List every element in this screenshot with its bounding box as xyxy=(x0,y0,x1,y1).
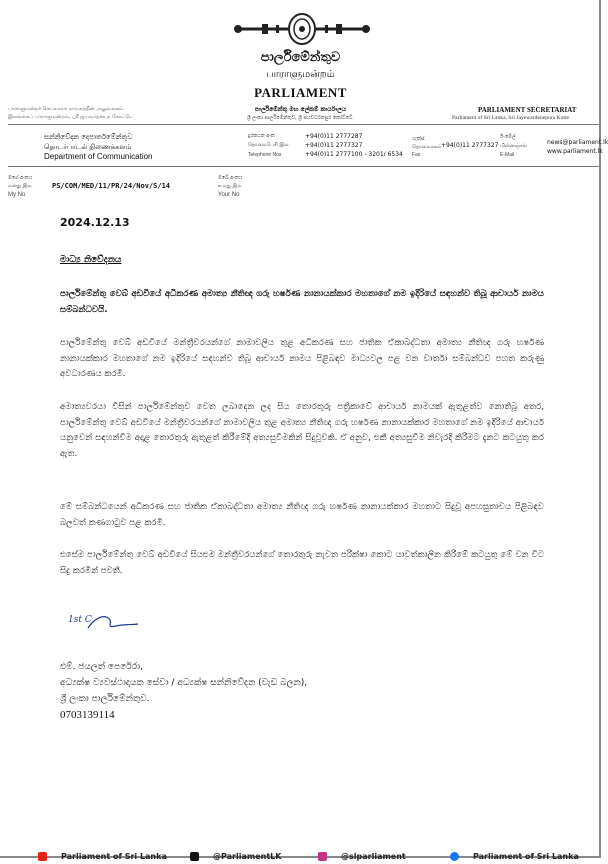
phone-3: +94(0)11 2777100 - 3201/ 6534 xyxy=(305,151,403,158)
left-office-line2: இலங்கைப் பாராளுமன்றம், ஸ்ரீ ஜயவர்தனபுர கோட்டே xyxy=(8,114,133,120)
my-no-label-ta: எனது இல xyxy=(8,183,32,189)
fax-number: +94(0)11 2777327 xyxy=(441,142,499,149)
email-label-en: E-Mail xyxy=(500,152,515,158)
center-office-line1: පාර්ලිමේන්තු මහ ලේකම් කාර්යාලය xyxy=(254,106,347,113)
facebook-icon xyxy=(450,852,459,861)
youtube-icon xyxy=(38,852,47,861)
fax-label-si: ෆැක්ස් xyxy=(412,136,425,142)
body-paragraph-4: මේ සම්බන්ධයෙන් අධිකරණ සහ ජාතික ඒකාබද්ධතා අමාත්‍ය නීතිඥ ගරු හර්ෂණ නානායක්කාර මහතාට සිදුවූ අපහසුතාවය පිළිබඳව බලවත් කණගාටුව පළ කරමි. xyxy=(60,502,544,528)
email-address[interactable]: news@parliament.lk xyxy=(547,139,608,146)
instagram-label: @slparliament xyxy=(341,852,406,861)
phone-1: +94(0)11 2777287 xyxy=(305,133,363,140)
fax-label-en: Fax xyxy=(412,152,421,158)
department-sinhala: සන්නිවේදන දෙපාර්තමේන්තුව xyxy=(44,133,133,141)
body-paragraph-5: එසේම පාර්ලිමේන්තු වෙබ් අඩවියේ සියළුම මන්ත්‍රීවරයන්ගේ තොරතුරු නැවත පරීක්ෂා කොට යාවත්කාලීන කිරීමේ කටයුතු මේ වන විට සිදු කරමින් පවතී. xyxy=(60,550,544,576)
facebook-label: Parliament of Sri Lanka xyxy=(473,852,579,861)
title-english: PARLIAMENT xyxy=(254,85,347,100)
telephone-label-ta: தொலைபேசி இல. xyxy=(248,142,291,148)
footer-instagram[interactable] xyxy=(318,852,406,861)
title-tamil: பாராளுமன்றம் xyxy=(266,69,335,80)
email-label-si: ඊ-මේල් xyxy=(500,134,516,140)
body-paragraph-3: අමාත්‍යවරයා විසින් පාර්ලිමේන්තුව වෙත ලබාදෙන ලද සිය තොරතුරු පත්‍රිකාවේ ආචාර්ය නාමයක් ඇතුළත්ව නොතිබූ අතර, පාර්ලිමේන්තු වෙබ් අඩවියේ මන්ත්‍රීවරයන්ගේ නාමාවලිය තුළ අමාත්‍ය නීතිඥ ගරු හර්ෂණ නානායක්කාර මහතාගේ නම ඉදිරියේ ආචාර්ය යනුවෙන් සඳහන්වීම අදාළ තොරතුරු ඇතුළත් කිරීමේදී අත්‍යසුවීමකින් සිදුවූවකි. ඒ අනුව, එකී අත්‍යසුවීම නිවැරදි කිරීමට දැනට කටයුතු කර ඇත. xyxy=(60,402,544,459)
letter-subject: මාධ්‍ය නිවේදනය xyxy=(60,255,122,265)
footer-x[interactable] xyxy=(190,852,281,861)
footer-youtube[interactable] xyxy=(38,852,167,861)
my-reference-number: PS/COM/MED/11/PR/24/Nov/S/14 xyxy=(52,182,171,190)
department-english: Department of Communication xyxy=(44,152,153,161)
telephone-label-en: Telephone Nos xyxy=(248,152,282,158)
my-no-label-en: My No xyxy=(8,192,26,198)
department-tamil: தொடர்பாடல் திணைக்களம் xyxy=(44,143,132,151)
title-sinhala: පාර්ලිමේන්තුව xyxy=(260,50,341,65)
signatory-phone: 0703139114 xyxy=(60,709,115,721)
signatory-name: එම්. ජයලත් පෙරේරා, xyxy=(60,662,143,672)
department-divider xyxy=(8,166,599,167)
svg-text:1st C: 1st C xyxy=(68,615,92,625)
center-office-line2: ශ්‍රී ලංකා පාර්ලිමේන්තුව, ශ්‍රී ජයවර්ධනපුර කෝට්ටේ. xyxy=(246,115,355,121)
your-no-label-ta: உமது இல xyxy=(218,183,242,189)
instagram-icon xyxy=(318,852,327,861)
website-address[interactable]: www.parliament.lk xyxy=(547,148,603,155)
left-office-line1: பாராளுமன்றச் செயலாளர் நாயகத்தின் அலுவலகம் xyxy=(8,106,123,112)
youtube-label: Parliament of Sri Lanka xyxy=(61,852,167,861)
body-paragraph-2: පාර්ලිමේන්තු වෙබ් අඩවියේ මන්ත්‍රීවරයන්ගේ නාමාවලිය තුළ අධිකරණ සහ ජාතික ඒකාබද්ධතා අමාත්‍ය නීතිඥ ගරු හර්ෂණ නානායක්කාර මහතාගේ නම ඉදිරියේ සඳහන්ව තිබූ ආචාර්ය නාමය පිළිබඳව මාධ්‍යවල පළ වන වාර්තා සම්බන්ධව පහත කරුණු අවධාරණය කරමි. xyxy=(60,338,544,379)
my-no-label-si: මගේ අංකය xyxy=(8,175,33,181)
right-office-line1: PARLIAMENT SECRETARIAT xyxy=(478,106,577,114)
your-no-label-en: Your No xyxy=(218,192,240,198)
signatory-organization: ශ්‍රී ලංකා පාර්ලිමේන්තුව. xyxy=(60,694,150,704)
your-no-label-si: ඔබේ අංකය xyxy=(218,175,243,181)
email-label-ta: மின்னஞ்சல் xyxy=(500,143,527,149)
parliament-mace-emblem-icon xyxy=(232,8,372,50)
phone-2: +94(0)11 2777327 xyxy=(305,142,363,149)
letter-date: 2024.12.13 xyxy=(60,216,130,229)
fax-label-ta: தொலைநகல் xyxy=(412,144,442,150)
x-label: @ParliamentLK xyxy=(213,852,282,861)
telephone-label-si: දුරකථන අංක xyxy=(248,133,275,139)
x-icon xyxy=(190,852,199,861)
footer-facebook[interactable] xyxy=(450,852,579,861)
signatory-title: අධ්‍යක්ෂ ව්‍යවස්ථාදායක සේවා / අධ්‍යක්ෂ සන්නිවේදන (වැඩ බලන), xyxy=(60,678,308,688)
header-divider xyxy=(8,124,599,125)
handwritten-signature xyxy=(66,606,146,636)
right-office-line2: Parliament of Sri Lanka, Sri Jayewardenepura Kotte xyxy=(452,115,569,121)
body-paragraph-1: පාර්ලිමේන්තු වෙබ් අඩවියේ අධිකරණ අමාත්‍ය නීතිඥ ගරු හර්ෂණ නානායක්කාර මහතාගේ නම ඉදිරියේ සඳහන්ව තිබූ ආචාර්ය නාමය සම්බන්ධවයි. xyxy=(60,289,544,315)
